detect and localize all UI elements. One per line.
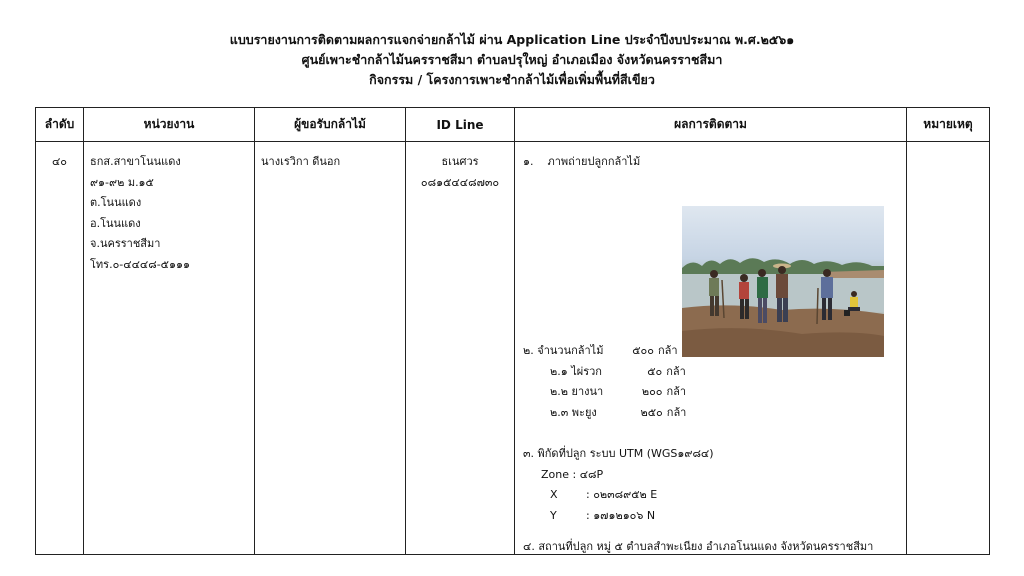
- agency-line: ธกส.สาขาโนนแดง: [90, 155, 181, 168]
- sub-item-num: ๒.๒: [550, 385, 568, 398]
- quantity-value: ๕๐๐: [632, 344, 654, 357]
- quantity-sub-item: [523, 403, 686, 424]
- report-center: ศูนย์เพาะชำกล้าไม้นครราชสีมา ตำบลปรุใหญ่ อำเภอเมือง จังหวัดนครราชสีมา: [301, 52, 723, 67]
- sub-item-amount: ๒๐๐: [641, 385, 663, 398]
- row-recipient: [255, 142, 406, 555]
- planting-photo-image: [682, 206, 884, 357]
- result-item-photo: [523, 152, 640, 173]
- sub-item-amount: ๕๐: [647, 364, 663, 378]
- agency-line: ต.โนนแดง: [90, 196, 142, 209]
- result-item-photo-label: ภาพถ่ายปลูกกล้าไม้: [547, 155, 641, 168]
- agency-phone: โทร.๐-๔๔๔๘-๕๑๑๑: [90, 257, 190, 271]
- row-remark: [907, 142, 990, 555]
- result-location: ๔. สถานที่ปลูก หมู่ ๕ ตำบลสำพะเนียง อำเภอโนนแดง จังหวัดนครราชสีมา: [523, 540, 874, 553]
- result-coordinates: [523, 444, 714, 526]
- sub-item-unit: กล้า: [666, 385, 687, 398]
- sub-item-unit: กล้า: [666, 364, 686, 378]
- row-agency: [84, 142, 255, 555]
- coordinates-label: ๓. พิกัดที่ปลูก ระบบ UTM (WGS๑๙๘๔): [523, 447, 714, 460]
- coordinates-y-value: : ๑๗๑๒๑๐๖ N: [586, 508, 656, 522]
- agency-line: อ.โนนแดง: [90, 216, 141, 230]
- table-header-row: [36, 108, 990, 142]
- coordinates-x-value: : ๐๒๓๘๙๕๒ E: [586, 488, 658, 501]
- row-result: [515, 142, 907, 555]
- quantity-unit: กล้า: [657, 344, 678, 357]
- quantity-sub-item: [523, 362, 686, 383]
- id-line-name: ธเนศวร: [441, 155, 479, 168]
- coordinates-zone: Zone : ๔๘P: [541, 467, 604, 481]
- coordinates-y: [523, 506, 714, 527]
- report-table: [35, 107, 990, 555]
- result-item-photo-num: ๑.: [523, 155, 534, 168]
- header-agency: หน่วยงาน: [84, 108, 255, 142]
- quantity-total: [523, 341, 686, 362]
- row-no: ๔๐: [36, 142, 84, 555]
- header-recipient: ผู้ขอรับกล้าไม้: [255, 108, 406, 142]
- quantity-label: ๒. จำนวนกล้าไม้: [523, 344, 604, 357]
- report-header: [0, 30, 1024, 90]
- result-quantity: [523, 341, 686, 423]
- sub-item-name: ไผ่รวก: [571, 364, 602, 378]
- agency-line: จ.นครราชสีมา: [90, 237, 161, 250]
- sub-item-amount: ๒๕๐: [640, 405, 663, 419]
- sub-item-name: ยางนา: [571, 385, 604, 398]
- header-remark: หมายเหตุ: [907, 108, 990, 142]
- recipient-name: นางเรวิกา ดีนอก: [261, 155, 341, 168]
- sub-item-num: ๒.๑: [550, 364, 568, 378]
- header-no: ลำดับ: [36, 108, 84, 142]
- planting-photo: [682, 206, 884, 357]
- coordinates-x: [523, 485, 714, 506]
- header-result: ผลการติดตาม: [515, 108, 907, 142]
- header-id-line: ID Line: [406, 108, 515, 142]
- row-id-line: [406, 142, 515, 555]
- table-row: [36, 142, 990, 555]
- report-activity: กิจกรรม / โครงการเพาะชำกล้าไม้เพื่อเพิ่มพื้นที่สีเขียว: [369, 72, 655, 87]
- quantity-sub-item: [523, 382, 686, 403]
- sub-item-num: ๒.๓: [550, 405, 569, 419]
- sub-item-name: พะยูง: [571, 405, 597, 419]
- coordinates-x-label: X: [550, 488, 558, 501]
- id-line-phone: ๐๘๑๕๔๔๘๗๓๐: [420, 175, 500, 189]
- agency-line: ๙๑-๙๒ ม.๑๕: [90, 175, 154, 189]
- sub-item-unit: กล้า: [666, 405, 687, 419]
- report-title: แบบรายงานการติดตามผลการแจกจ่ายกล้าไม้ ผ่าน Application Line ประจำปีงบประมาณ พ.ศ.๒๕๖๑: [229, 32, 795, 47]
- coordinates-y-label: Y: [550, 508, 557, 522]
